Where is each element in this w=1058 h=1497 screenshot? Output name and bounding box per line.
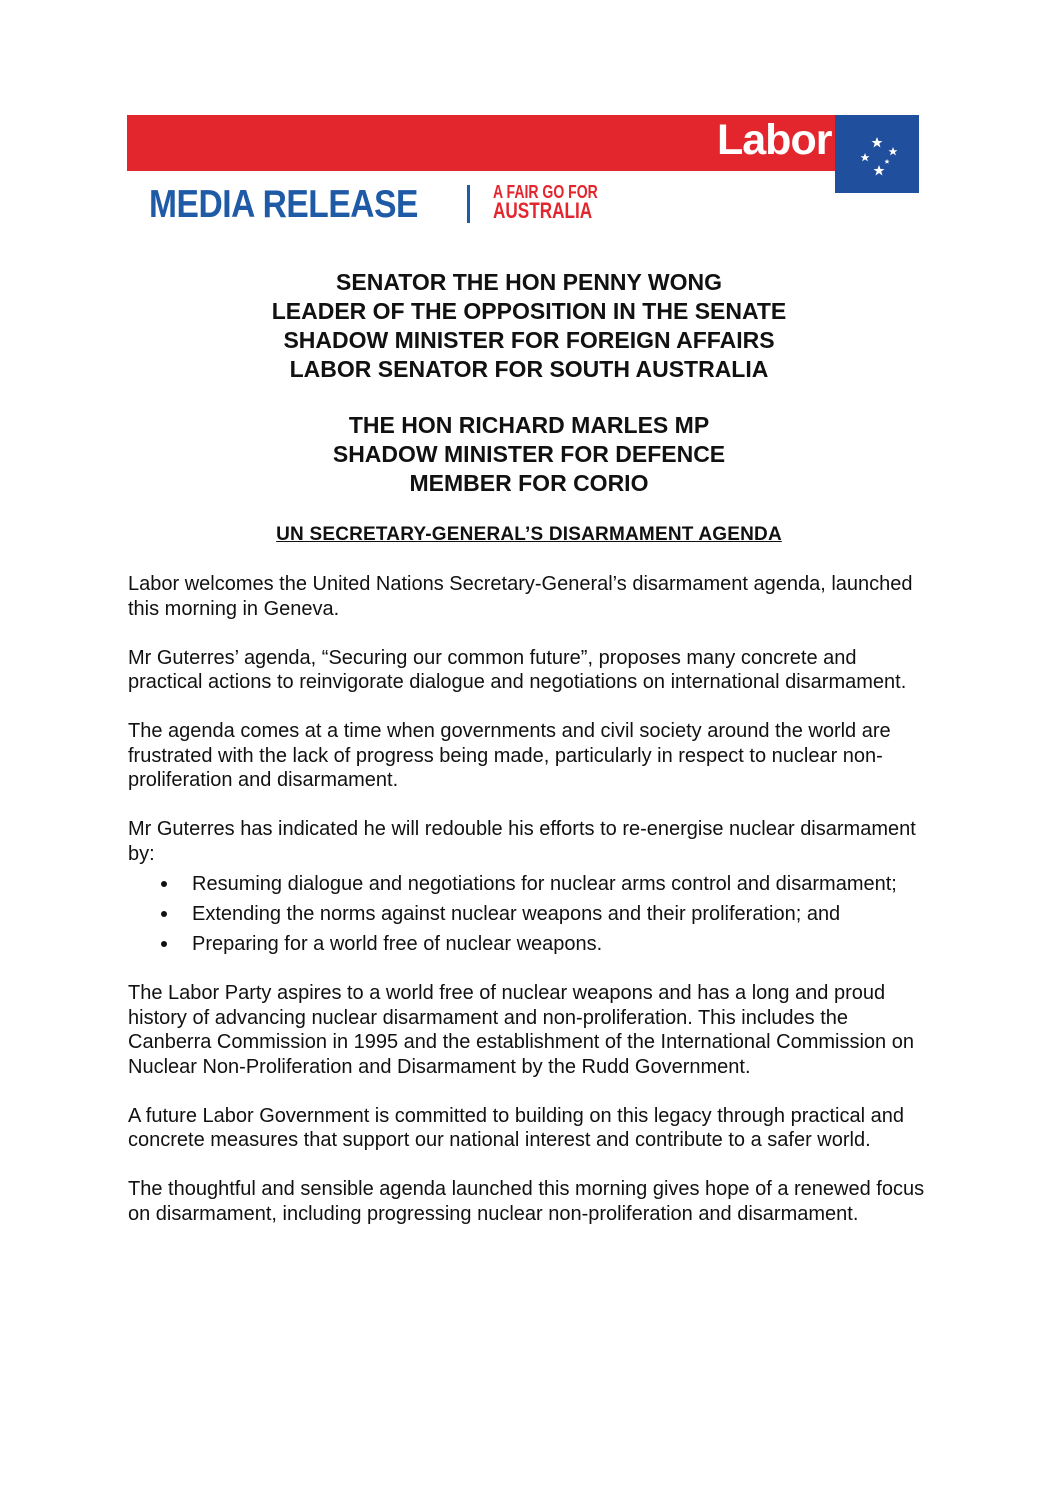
body-paragraph: The thoughtful and sensible agenda launched this morning gives hope of a renewed focus on disarmament, including progressing nuclear non-proliferation and disarmament. [128,1178,925,1225]
list-item [128,930,928,959]
header-divider [467,185,470,223]
title-line: SHADOW MINISTER FOR FOREIGN AFFAIRS [283,327,775,353]
title-line: LEADER OF THE OPPOSITION IN THE SENATE [271,298,787,324]
list-item-text: Resuming dialogue and negotiations for nuclear arms control and disarmament; [192,873,897,895]
tagline [493,184,598,222]
body-paragraph: Mr Guterres has indicated he will redouble his efforts to re-energise nuclear disarmament by: [128,818,916,865]
title-line: LABOR SENATOR FOR SOUTH AUSTRALIA [289,356,769,382]
media-release-title: MEDIA RELEASE [149,183,418,226]
title-line: THE HON RICHARD MARLES MP [348,412,710,438]
title-line: MEMBER FOR CORIO [409,470,649,496]
body-paragraph: Labor welcomes the United Nations Secretary-General’s disarmament agenda, launched this morning in Geneva. [128,573,913,620]
list-item [128,900,928,929]
richard-marles-title-block [127,411,931,498]
bullet-icon [161,941,167,947]
title-line: SHADOW MINISTER FOR DEFENCE [332,441,726,467]
list-item-text: Extending the norms against nuclear weapons and their proliferation; and [192,903,841,925]
body-paragraph: A future Labor Government is committed to building on this legacy through practical and concrete measures that support our national interest and contribute to a safer world. [128,1104,904,1151]
list-item [128,870,928,899]
tagline-line-2: AUSTRALIA [493,198,593,224]
body-paragraph: The agenda comes at a time when governments and civil society around the world are frustrated with the lack of progress being made, particularly in respect to nuclear non-proliferation and disarmament. [128,720,891,791]
bullet-icon [161,911,167,917]
release-heading: UN SECRETARY-GENERAL’S DISARMAMENT AGENDA [276,524,782,545]
bullet-list [128,870,928,959]
labor-logo [717,115,919,193]
tagline-line-1: A FAIR GO FOR [493,182,598,202]
media-release-banner [127,115,919,226]
penny-wong-title-block [127,268,931,384]
release-body [128,572,928,1251]
body-paragraph: Mr Guterres’ agenda, “Securing our common future”, proposes many concrete and practical actions to reinvigorate dialogue and negotiations on international disarmament. [128,646,907,693]
body-paragraph: The Labor Party aspires to a world free of nuclear weapons and has a long and proud history of advancing nuclear disarmament and non-proliferation. This includes the Canberra Commission in 1995 and the establishment of the International Commission on Nuclear Non-Proliferation and Disarmament by the Rudd Government. [128,982,914,1078]
bullet-icon [161,881,167,887]
list-item-text: Preparing for a world free of nuclear weapons. [192,933,603,955]
labor-logo-text: Labor [717,116,832,164]
title-line: SENATOR THE HON PENNY WONG [336,269,722,295]
